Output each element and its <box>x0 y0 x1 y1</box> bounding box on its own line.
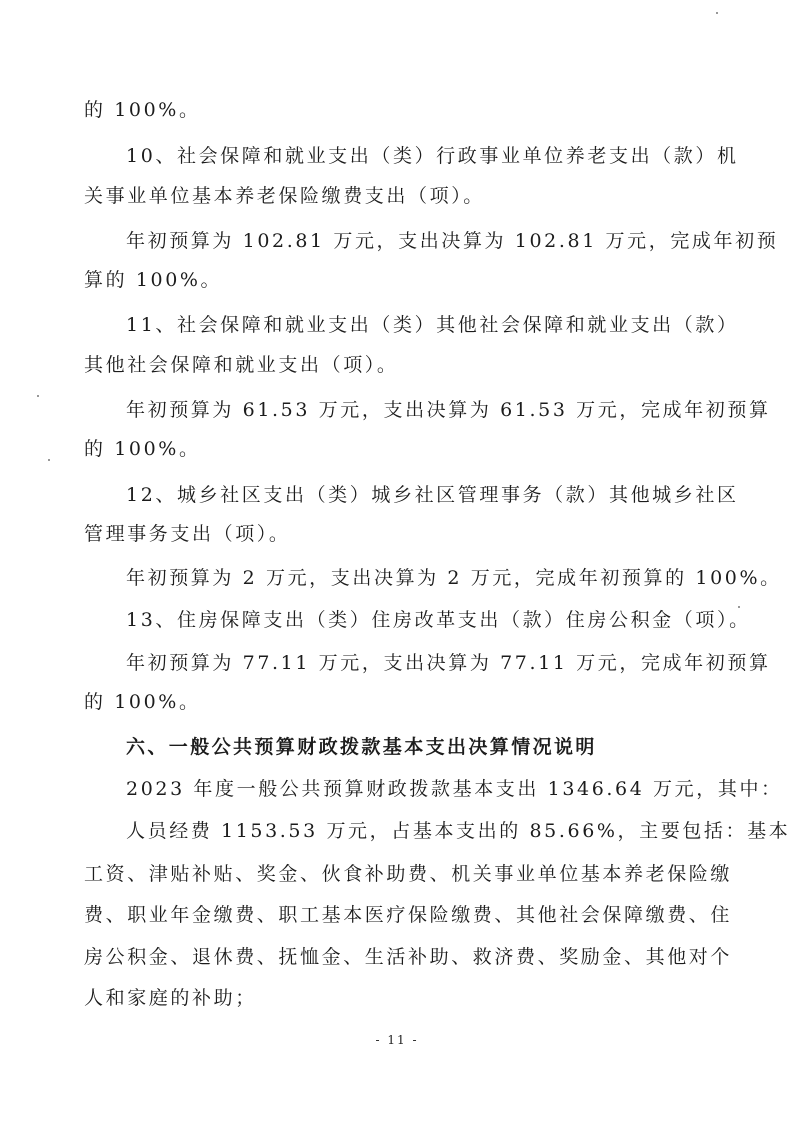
text-line: 的 100%。 <box>84 691 201 713</box>
scan-speck <box>738 606 740 608</box>
text-line: 工资、津贴补贴、奖金、伙食补助费、机关事业单位基本养老保险缴 <box>84 863 733 885</box>
text-line: 算的 100%。 <box>84 269 223 291</box>
text-line: 13、住房保障支出（类）住房改革支出（款）住房公积金（项）。 <box>126 609 751 631</box>
text-line: 人员经费 1153.53 万元，占基本支出的 85.66%，主要包括：基本 <box>126 820 791 842</box>
text-line: 2023 年度一般公共预算财政拨款基本支出 1346.64 万元，其中： <box>126 778 783 800</box>
text-line: 人和家庭的补助； <box>84 987 257 1009</box>
text-line: 11、社会保障和就业支出（类）其他社会保障和就业支出（款） <box>126 314 739 336</box>
section-heading: 六、一般公共预算财政拨款基本支出决算情况说明 <box>126 736 597 758</box>
scan-speck <box>37 395 39 397</box>
text-line: 年初预算为 77.11 万元，支出决算为 77.11 万元，完成年初预算 <box>126 652 771 674</box>
text-line: 房公积金、退休费、抚恤金、生活补助、救济费、奖励金、其他对个 <box>84 946 733 968</box>
text-line: 费、职业年金缴费、职工基本医疗保险缴费、其他社会保障缴费、住 <box>84 904 733 926</box>
text-line: 的 100%。 <box>84 99 201 121</box>
scan-speck <box>48 459 50 461</box>
scan-speck <box>716 12 718 14</box>
text-line: 年初预算为 61.53 万元，支出决算为 61.53 万元，完成年初预算 <box>126 399 771 421</box>
text-line: 关事业单位基本养老保险缴费支出（项）。 <box>84 185 485 207</box>
page-number: - 11 - <box>375 1033 419 1047</box>
text-line: 年初预算为 102.81 万元，支出决算为 102.81 万元，完成年初预 <box>126 230 779 252</box>
text-line: 其他社会保障和就业支出（项）。 <box>84 354 399 376</box>
text-line: 12、城乡社区支出（类）城乡社区管理事务（款）其他城乡社区 <box>126 484 739 506</box>
text-line: 年初预算为 2 万元，支出决算为 2 万元，完成年初预算的 100%。 <box>126 567 782 589</box>
text-line: 管理事务支出（项）。 <box>84 523 291 545</box>
text-line: 10、社会保障和就业支出（类）行政事业单位养老支出（款）机 <box>126 145 739 167</box>
text-line: 的 100%。 <box>84 438 201 460</box>
